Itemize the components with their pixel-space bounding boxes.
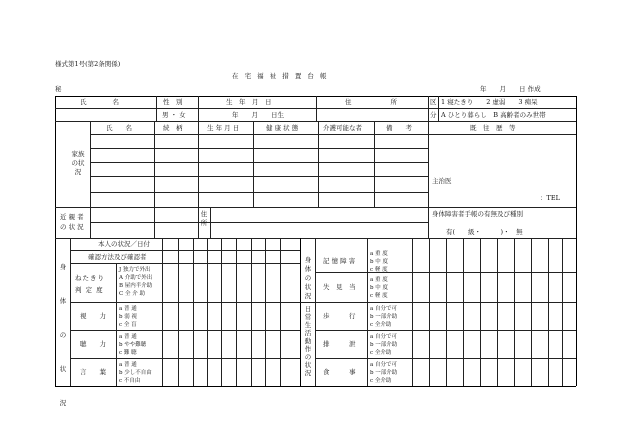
- sex-options: 男 ・ 女: [162, 111, 186, 119]
- speech-options: a 普 通 b 少し不自由 c 不自由: [119, 362, 152, 384]
- speech-label: 言 葉: [80, 368, 106, 376]
- fam-col4: [318, 121, 319, 207]
- lgrid-1: [178, 238, 179, 386]
- div-birth-addr: [316, 96, 317, 121]
- fam-bottom: [55, 207, 576, 208]
- lgrid-5: [236, 238, 237, 386]
- vision-label: 視 力: [80, 312, 106, 320]
- label-name: 氏 名: [80, 98, 119, 106]
- date-created: 年 月 日 作成: [480, 85, 541, 93]
- fam-row3: [90, 176, 428, 177]
- div-addr-ku: [428, 96, 429, 121]
- label-sex: 性 別: [163, 98, 183, 106]
- fam-col3: [253, 121, 254, 207]
- handbook-label: 身体障害者手帳の有無及び種別: [432, 210, 523, 218]
- secret-mark: 秘: [55, 85, 62, 93]
- family-header-bottom: [90, 134, 576, 135]
- disorient-label: 失 見 当: [323, 283, 356, 291]
- frame-right: [576, 96, 577, 386]
- relatives-label: 近 親 者 の 状 況: [60, 213, 84, 231]
- right-opt-div: [367, 238, 368, 386]
- confirm-method: 確認方法及び確認者: [88, 253, 147, 261]
- fam-h-birth: 生 年 月 日: [207, 124, 240, 132]
- history-label: 既 往 歴 等: [470, 124, 516, 132]
- label-birth: 生 年 月 日: [226, 98, 272, 106]
- right-label-div: [315, 238, 316, 386]
- row2-bottom: [55, 121, 576, 122]
- body-opt-div: [116, 263, 117, 386]
- fam-col6: [428, 121, 429, 238]
- section-div: [300, 238, 301, 386]
- fam-h-health: 健 康 状 態: [266, 124, 299, 132]
- right-row-b: [300, 302, 576, 303]
- fam-row2: [90, 162, 428, 163]
- lgrid-7: [265, 238, 266, 386]
- right-opt-div2: [412, 238, 413, 386]
- rel-address-label: 住所: [200, 210, 208, 227]
- fam-row1: [90, 148, 428, 149]
- frame-left: [55, 96, 56, 386]
- rgrid-8: [548, 238, 549, 386]
- lgrid-2: [193, 238, 194, 386]
- excretion-label: 排 泄: [323, 340, 356, 348]
- rgrid-7: [531, 238, 532, 386]
- fam-h-name: 氏 名: [106, 124, 132, 132]
- rgrid-6: [514, 238, 515, 386]
- body-opt-div2: [162, 238, 163, 386]
- birth-format: 年 月 日生: [232, 111, 284, 119]
- rgrid-1: [429, 238, 430, 386]
- handbook-format: 有( 級・ )・ 無: [446, 228, 523, 236]
- lgrid-6: [251, 238, 252, 386]
- vision-options: a 普 通 b 弱 視 c 全 盲: [119, 306, 138, 328]
- rgrid-5: [497, 238, 498, 386]
- walking-label: 歩 行: [323, 312, 356, 320]
- rgrid-4: [480, 238, 481, 386]
- rel-mid: [90, 222, 428, 223]
- bedridden-options: J 独力で外出 A 介助で外出 B 屋内半介助 C 全 介 助: [119, 267, 153, 297]
- hearing-options: a 普 通 b やや難聴 c 難 聴: [119, 334, 147, 356]
- fam-h-remarks: 備 考: [386, 124, 412, 132]
- form-title: 在 宅 福 祉 措 置 台 帳: [232, 72, 329, 80]
- family-label: 家族の状況: [71, 150, 85, 176]
- rgrid-2: [446, 238, 447, 386]
- fam-col2: [198, 121, 199, 207]
- div-name-sex: [156, 96, 157, 121]
- lgrid-8: [280, 238, 281, 386]
- disorient-options: a 重 度 b 中 度 c 軽 度: [370, 277, 389, 299]
- hearing-label: 聴 力: [80, 340, 106, 348]
- fam-col1: [154, 121, 155, 207]
- level-options: 1 寝たきり 2 虚弱 3 痴呆: [441, 98, 538, 106]
- body-vertical-label: 身体の状況: [59, 263, 67, 407]
- right-body-label: 身体の状況: [304, 256, 312, 300]
- excretion-options: a 自分で可 b 一部介助 c 全介助: [370, 334, 398, 356]
- meal-label: 食 事: [323, 368, 356, 376]
- label-address: 住 所: [345, 98, 397, 106]
- fam-h-relation: 続 柄: [163, 124, 183, 132]
- memory-label: 記 憶 障 害: [323, 257, 356, 265]
- living-options: A ひとり暮らし B 高齢者のみ世帯: [441, 111, 546, 119]
- family-label-div: [90, 121, 91, 238]
- memory-options: a 重 度 b 中 度 c 軽 度: [370, 251, 389, 273]
- lgrid-4: [221, 238, 222, 386]
- self-status: 本人の状況／日付: [98, 240, 150, 248]
- body-label-div: [70, 238, 71, 386]
- fam-row4: [90, 192, 428, 193]
- fam-h-care: 介護可能な者: [323, 124, 362, 132]
- tel-label: ：TEL: [540, 194, 560, 202]
- div-ku-opts: [438, 96, 439, 121]
- rgrid-3: [463, 238, 464, 386]
- lgrid-3: [207, 238, 208, 386]
- label-ku: 区: [430, 98, 437, 106]
- bedridden-label: ねたきり 判 定 度: [75, 274, 105, 294]
- right-life-label: 日常生活動作の状況: [304, 305, 312, 377]
- walking-options: a 自分で可 b 一部介助 c 全介助: [370, 306, 398, 328]
- div-sex-birth: [198, 96, 199, 121]
- frame-bottom: [55, 386, 576, 387]
- rgrid-9: [562, 238, 563, 386]
- fam-col5: [374, 121, 375, 207]
- meal-options: a 自分で可 b 一部介助 c 全介助: [370, 362, 398, 384]
- form-id: 様式第1号(第2条関係): [55, 60, 121, 68]
- label-bun: 分: [430, 111, 437, 119]
- doctor-label: 主治医: [432, 177, 452, 185]
